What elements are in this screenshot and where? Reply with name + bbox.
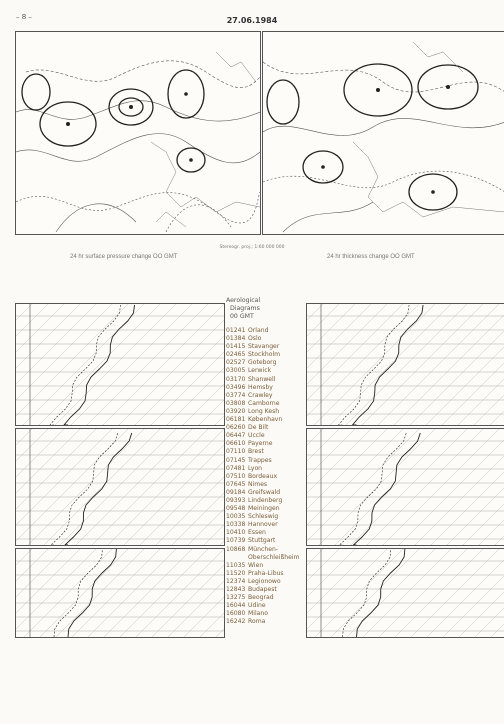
station-name: Trappes — [248, 456, 272, 464]
aerological-diagram-left-3 — [15, 548, 225, 638]
station-item — [226, 602, 300, 610]
station-name: Meiningen — [248, 505, 280, 513]
station-name: Essen — [248, 529, 266, 537]
station-code: 02527 — [226, 359, 246, 367]
station-item — [226, 367, 300, 375]
station-name: Greifswald — [248, 488, 281, 496]
station-code: 11035 — [226, 561, 246, 569]
station-name: Orland — [248, 327, 269, 334]
station-code: 13275 — [226, 594, 246, 602]
station-code: 09548 — [226, 505, 246, 513]
station-name: Stockholm — [248, 351, 281, 359]
station-code: 10338 — [226, 521, 246, 529]
station-item — [226, 562, 300, 570]
station-code: 06610 — [226, 440, 246, 448]
station-code: 16044 — [226, 602, 246, 610]
station-code: 10868 — [226, 545, 246, 553]
station-name: Bordeaux — [248, 472, 278, 480]
station-name: Shanwell — [248, 375, 276, 383]
station-name: Lindenberg — [248, 496, 283, 504]
station-code: 03496 — [226, 383, 246, 391]
station-code: 01241 — [226, 327, 246, 334]
station-name: Schleswig — [248, 513, 279, 521]
aerological-title-line3: 00 GMT — [230, 313, 254, 320]
station-item — [226, 505, 300, 513]
station-name: Payerne — [248, 440, 273, 448]
aerological-title-line1: Aerological — [226, 297, 261, 304]
station-code: 03005 — [226, 367, 246, 375]
station-item — [226, 424, 300, 432]
station-name: De Bilt — [248, 424, 269, 432]
projection-scale-note: Stereogr. proj.; 1:60 000 000 — [219, 245, 285, 250]
station-name: Lyon — [248, 464, 263, 472]
station-item — [226, 570, 300, 578]
station-item — [226, 392, 300, 400]
station-item — [226, 481, 300, 489]
station-name: Oslo — [248, 335, 262, 343]
thickness-caption: 24 hr thickness change OO GMT — [327, 254, 415, 260]
station-code: 12843 — [226, 586, 246, 593]
station-code: 11520 — [226, 569, 246, 577]
aerological-diagram-right-3 — [306, 548, 504, 638]
station-name: Hannover — [248, 521, 278, 529]
surface-pressure-caption: 24 hr surface pressure change OO GMT — [70, 254, 178, 260]
station-name: Hemsby — [248, 383, 273, 391]
station-name: Lerwick — [248, 367, 272, 375]
station-item — [226, 465, 300, 473]
station-name: Long Kesh — [248, 407, 280, 415]
station-item — [226, 384, 300, 392]
station-code: 01384 — [226, 335, 246, 343]
station-code: 03920 — [226, 407, 246, 415]
station-code: 07645 — [226, 480, 246, 488]
station-code: 02465 — [226, 351, 246, 359]
station-code: 03808 — [226, 399, 246, 407]
aerological-diagram-left-2 — [15, 428, 225, 546]
aerological-title-line2: Diagrams — [230, 305, 260, 312]
station-name: München- — [248, 545, 279, 553]
station-item — [226, 521, 300, 529]
aerological-diagram-left-1 — [15, 303, 225, 426]
station-item — [226, 327, 300, 335]
station-item — [226, 359, 300, 367]
surface-pressure-change-map — [15, 31, 261, 235]
station-name: Legionowo — [248, 577, 281, 585]
station-name: Udine — [248, 602, 266, 610]
station-name-continuation: Oberschleißheim — [248, 553, 300, 561]
thickness-change-map — [262, 31, 504, 235]
station-name: Camborne — [248, 399, 280, 407]
aerological-diagram-right-2 — [306, 428, 504, 546]
station-code: 06260 — [226, 424, 246, 432]
station-item — [226, 489, 300, 497]
station-code: 10035 — [226, 513, 246, 521]
station-list — [226, 327, 300, 626]
station-code: 06181 — [226, 416, 246, 424]
station-name: København — [248, 416, 283, 424]
station-name: Uccle — [248, 432, 265, 440]
station-code: 07110 — [226, 448, 246, 456]
station-name: Praha-Libus — [248, 569, 284, 577]
station-name: Crawley — [248, 391, 273, 399]
station-code: 12374 — [226, 577, 246, 585]
page-date: 27.06.1984 — [226, 16, 278, 25]
station-item — [226, 416, 300, 424]
station-code: 16080 — [226, 610, 246, 618]
aerological-title — [226, 297, 260, 321]
station-name: Nimes — [248, 480, 268, 488]
station-name: Beograd — [248, 594, 274, 602]
station-item — [226, 351, 300, 359]
station-name: Budapest — [248, 586, 277, 593]
station-item — [226, 529, 300, 537]
station-code: 03170 — [226, 375, 246, 383]
station-code: 07481 — [226, 464, 246, 472]
station-item — [226, 618, 300, 626]
station-name: Roma — [248, 618, 266, 626]
station-item — [226, 400, 300, 408]
station-item — [226, 497, 300, 505]
station-item — [226, 432, 300, 440]
aerological-diagram-right-1 — [306, 303, 504, 426]
station-item — [226, 457, 300, 465]
page-number: – 8 – — [16, 13, 32, 21]
station-item — [226, 376, 300, 384]
station-name: Milano — [248, 610, 268, 618]
station-code: 07510 — [226, 472, 246, 480]
station-code: 16242 — [226, 618, 246, 626]
station-code: 10739 — [226, 537, 246, 545]
station-name: Wien — [248, 561, 264, 569]
station-code: 07145 — [226, 456, 246, 464]
station-item — [226, 537, 300, 545]
station-code: 09184 — [226, 488, 246, 496]
station-code: 01415 — [226, 343, 246, 351]
station-item — [226, 440, 300, 448]
station-name: Stavanger — [248, 343, 280, 351]
station-item — [226, 610, 300, 618]
station-item — [226, 473, 300, 481]
station-name: Stuttgart — [248, 537, 276, 545]
station-code: 09393 — [226, 496, 246, 504]
station-code: 06447 — [226, 432, 246, 440]
station-name: Goteborg — [248, 359, 277, 367]
station-item — [226, 546, 300, 554]
station-code: 10410 — [226, 529, 246, 537]
station-item — [226, 513, 300, 521]
station-name: Brest — [248, 448, 264, 456]
station-item — [226, 586, 300, 594]
station-item — [226, 448, 300, 456]
station-item — [226, 594, 300, 602]
station-item — [226, 335, 300, 343]
station-code: 03774 — [226, 391, 246, 399]
station-item — [226, 578, 300, 586]
station-item — [226, 408, 300, 416]
station-item — [226, 343, 300, 351]
